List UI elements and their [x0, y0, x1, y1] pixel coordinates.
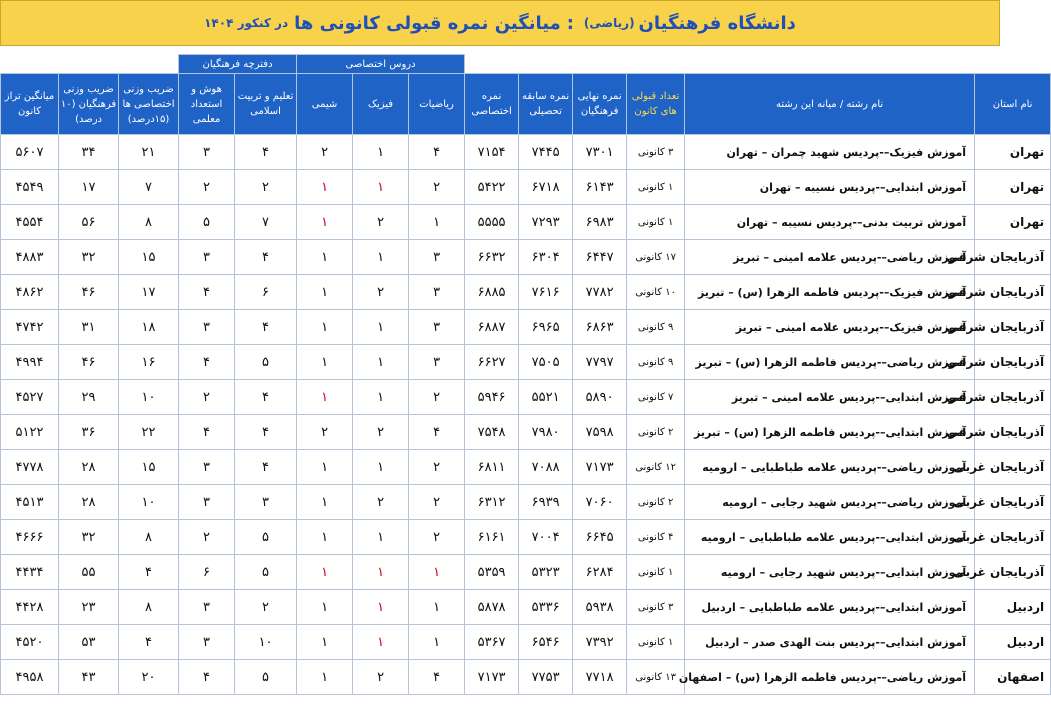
cell-physics: ۲: [353, 275, 409, 310]
cell-iq: ۵: [179, 205, 235, 240]
cell-physics: ۱: [353, 310, 409, 345]
header-math: ریاضیات: [409, 74, 465, 135]
cell-coef-special: ۴: [119, 625, 179, 660]
cell-coef-farh: ۵۵: [59, 555, 119, 590]
cell-special: ۶۱۶۱: [465, 520, 519, 555]
cell-math: ۳: [409, 310, 465, 345]
cell-physics: ۱: [353, 345, 409, 380]
table-row: [1, 520, 1051, 555]
header-group-ekhtesasi: دروس اختصاصی: [297, 55, 465, 74]
cell-chem: ۱: [297, 380, 353, 415]
cell-count: ۳ کانونی: [627, 135, 685, 170]
cell-islamic: ۴: [235, 310, 297, 345]
cell-major: آموزش ابتدایی–-پردیس فاطمه الزهرا (س) – تبریز: [685, 415, 975, 450]
cell-islamic: ۲: [235, 170, 297, 205]
cell-count: ۱ کانونی: [627, 625, 685, 660]
cell-math: ۳: [409, 345, 465, 380]
cell-final: ۷۷۱۸: [573, 660, 627, 695]
cell-special: ۶۶۳۲: [465, 240, 519, 275]
cell-islamic: ۴: [235, 450, 297, 485]
table-row: [1, 380, 1051, 415]
cell-iq: ۲: [179, 520, 235, 555]
cell-avg: ۵۶۰۷: [1, 135, 59, 170]
cell-coef-farh: ۴۳: [59, 660, 119, 695]
cell-coef-special: ۱۵: [119, 450, 179, 485]
cell-major: آموزش فیزیک–-پردیس شهید چمران – تهران: [685, 135, 975, 170]
cell-major: آموزش ریاضی–-پردیس شهید رجایی – ارومیه: [685, 485, 975, 520]
cell-islamic: ۶: [235, 275, 297, 310]
cell-history: ۷۷۵۳: [519, 660, 573, 695]
cell-major: آموزش ریاضی–-پردیس فاطمه الزهرا (س) – اصفهان: [685, 660, 975, 695]
cell-history: ۷۹۸۰: [519, 415, 573, 450]
cell-math: ۴: [409, 415, 465, 450]
cell-major: آموزش ریاضی–-پردیس علامه امینی – تبریز: [685, 240, 975, 275]
cell-major: آموزش ابتدایی–-پردیس نسیبه – تهران: [685, 170, 975, 205]
cell-coef-farh: ۳۴: [59, 135, 119, 170]
cell-history: ۵۳۲۳: [519, 555, 573, 590]
cell-chem: ۱: [297, 240, 353, 275]
cell-special: ۶۸۱۱: [465, 450, 519, 485]
cell-province: تهران: [975, 170, 1051, 205]
cell-coef-special: ۱۶: [119, 345, 179, 380]
cell-special: ۵۳۶۷: [465, 625, 519, 660]
header-islamic: تعلیم و تربیت اسلامی: [235, 74, 297, 135]
cell-chem: ۱: [297, 345, 353, 380]
cell-islamic: ۴: [235, 380, 297, 415]
cell-special: ۵۹۴۶: [465, 380, 519, 415]
header-coef-special: ضریب وزنی اختصاصی ها (۱۵درصد): [119, 74, 179, 135]
cell-province: آذربایجان شرقی: [975, 240, 1051, 275]
header-avg: میانگین تراز کانون: [1, 74, 59, 135]
table-row: [1, 660, 1051, 695]
cell-avg: ۴۷۷۸: [1, 450, 59, 485]
cell-chem: ۱: [297, 555, 353, 590]
cell-chem: ۱: [297, 450, 353, 485]
cell-final: ۷۳۰۱: [573, 135, 627, 170]
cell-major: آموزش ابتدایی–-پردیس علامه طباطبایی – ارومیه: [685, 520, 975, 555]
cell-special: ۶۳۱۲: [465, 485, 519, 520]
cell-count: ۳ کانونی: [627, 590, 685, 625]
cell-count: ۱۲ کانونی: [627, 450, 685, 485]
cell-iq: ۳: [179, 450, 235, 485]
cell-islamic: ۴: [235, 415, 297, 450]
cell-physics: ۱: [353, 135, 409, 170]
cell-coef-farh: ۲۹: [59, 380, 119, 415]
cell-chem: ۲: [297, 135, 353, 170]
cell-province: تهران: [975, 205, 1051, 240]
header-history: نمره سابقه تحصیلی: [519, 74, 573, 135]
cell-chem: ۱: [297, 310, 353, 345]
cell-count: ۷ کانونی: [627, 380, 685, 415]
cell-math: ۳: [409, 240, 465, 275]
cell-special: ۵۳۵۹: [465, 555, 519, 590]
cell-islamic: ۷: [235, 205, 297, 240]
title-separator: :: [566, 12, 574, 34]
cell-province: آذربایجان غربی: [975, 485, 1051, 520]
cell-physics: ۱: [353, 590, 409, 625]
cell-province: آذربایجان غربی: [975, 520, 1051, 555]
cell-history: ۶۵۴۶: [519, 625, 573, 660]
cell-physics: ۱: [353, 625, 409, 660]
header-chem: شیمی: [297, 74, 353, 135]
cell-special: ۷۱۵۴: [465, 135, 519, 170]
cell-chem: ۱: [297, 660, 353, 695]
cell-islamic: ۵: [235, 345, 297, 380]
cell-province: آذربایجان شرقی: [975, 345, 1051, 380]
cell-coef-farh: ۴۶: [59, 345, 119, 380]
cell-final: ۷۷۸۲: [573, 275, 627, 310]
cell-history: ۷۰۸۸: [519, 450, 573, 485]
cell-coef-special: ۱۷: [119, 275, 179, 310]
title-tail: در کنکور ۱۴۰۴: [204, 16, 289, 30]
cell-coef-farh: ۵۳: [59, 625, 119, 660]
cell-province: تهران: [975, 135, 1051, 170]
cell-coef-farh: ۲۸: [59, 485, 119, 520]
cell-physics: ۱: [353, 240, 409, 275]
cell-islamic: ۴: [235, 240, 297, 275]
cell-math: ۱: [409, 625, 465, 660]
cell-avg: ۴۸۶۲: [1, 275, 59, 310]
cell-math: ۲: [409, 170, 465, 205]
cell-history: ۷۰۰۴: [519, 520, 573, 555]
cell-iq: ۴: [179, 415, 235, 450]
cell-major: آموزش ابتدایی–-پردیس علامه امینی – تبریز: [685, 380, 975, 415]
cell-history: ۶۹۶۵: [519, 310, 573, 345]
cell-islamic: ۵: [235, 555, 297, 590]
cell-special: ۵۸۷۸: [465, 590, 519, 625]
cell-final: ۷۷۹۷: [573, 345, 627, 380]
cell-coef-special: ۴: [119, 555, 179, 590]
cell-history: ۵۳۳۶: [519, 590, 573, 625]
cell-coef-special: ۲۲: [119, 415, 179, 450]
cell-iq: ۳: [179, 590, 235, 625]
cell-coef-special: ۱۰: [119, 485, 179, 520]
table-row: [1, 170, 1051, 205]
cell-math: ۱: [409, 590, 465, 625]
cell-physics: ۱: [353, 450, 409, 485]
header-special: نمره اختصاصی: [465, 74, 519, 135]
cell-physics: ۱: [353, 380, 409, 415]
cell-special: ۶۸۸۷: [465, 310, 519, 345]
table-row: [1, 590, 1051, 625]
cell-coef-farh: ۲۸: [59, 450, 119, 485]
table-row: [1, 450, 1051, 485]
cell-special: ۶۸۸۵: [465, 275, 519, 310]
cell-math: ۳: [409, 275, 465, 310]
cell-province: آذربایجان غربی: [975, 450, 1051, 485]
cell-final: ۷۵۹۸: [573, 415, 627, 450]
cell-chem: ۱: [297, 625, 353, 660]
cell-islamic: ۲: [235, 590, 297, 625]
cell-history: ۶۹۳۹: [519, 485, 573, 520]
cell-major: آموزش ابتدایی–-پردیس شهید رجایی – ارومیه: [685, 555, 975, 590]
cell-chem: ۱: [297, 205, 353, 240]
cell-chem: ۱: [297, 170, 353, 205]
cell-coef-farh: ۳۲: [59, 520, 119, 555]
cell-avg: ۴۷۴۲: [1, 310, 59, 345]
cell-math: ۱: [409, 555, 465, 590]
cell-iq: ۴: [179, 345, 235, 380]
cell-coef-special: ۱۸: [119, 310, 179, 345]
cell-avg: ۴۹۹۴: [1, 345, 59, 380]
cell-chem: ۱: [297, 590, 353, 625]
header-physics: فیزیک: [353, 74, 409, 135]
cell-history: ۷۵۰۵: [519, 345, 573, 380]
cell-iq: ۶: [179, 555, 235, 590]
cell-count: ۱ کانونی: [627, 170, 685, 205]
cell-math: ۴: [409, 135, 465, 170]
cell-count: ۱ کانونی: [627, 555, 685, 590]
cell-coef-special: ۷: [119, 170, 179, 205]
cell-special: ۵۵۵۵: [465, 205, 519, 240]
header-count: تعداد قبولی های کانون: [627, 74, 685, 135]
cell-count: ۴ کانونی: [627, 520, 685, 555]
cell-physics: ۲: [353, 205, 409, 240]
cell-province: آذربایجان شرقی: [975, 310, 1051, 345]
cell-iq: ۳: [179, 240, 235, 275]
cell-final: ۶۶۴۵: [573, 520, 627, 555]
cell-province: اصفهان: [975, 660, 1051, 695]
cell-history: ۶۳۰۴: [519, 240, 573, 275]
header-iq: هوش و استعداد معلمی: [179, 74, 235, 135]
cell-province: آذربایجان شرقی: [975, 380, 1051, 415]
cell-final: ۶۴۴۷: [573, 240, 627, 275]
table-row: [1, 555, 1051, 590]
cell-math: ۲: [409, 450, 465, 485]
cell-major: آموزش ریاضی–-پردیس علامه طباطبایی – ارومیه: [685, 450, 975, 485]
table-row: [1, 275, 1051, 310]
cell-final: ۶۹۸۳: [573, 205, 627, 240]
cell-avg: ۴۸۸۳: [1, 240, 59, 275]
cell-coef-special: ۸: [119, 520, 179, 555]
cell-coef-farh: ۲۳: [59, 590, 119, 625]
cell-province: آذربایجان شرقی: [975, 275, 1051, 310]
cell-math: ۲: [409, 485, 465, 520]
cell-count: ۱ کانونی: [627, 205, 685, 240]
header-group-farhangian: دفترچه فرهنگیان: [179, 55, 297, 74]
cell-islamic: ۵: [235, 520, 297, 555]
header-group-row: [1, 55, 1051, 74]
cell-avg: ۴۴۳۴: [1, 555, 59, 590]
cell-major: آموزش ابتدایی–-پردیس علامه طباطبایی – اردبیل: [685, 590, 975, 625]
cell-coef-special: ۲۱: [119, 135, 179, 170]
cell-math: ۱: [409, 205, 465, 240]
cell-physics: ۲: [353, 485, 409, 520]
cell-count: ۱۷ کانونی: [627, 240, 685, 275]
results-table: [0, 54, 1051, 695]
cell-major: آموزش ابتدایی–-پردیس بنت الهدی صدر – اردبیل: [685, 625, 975, 660]
title-main: دانشگاه فرهنگیان: [638, 12, 796, 34]
cell-coef-farh: ۳۱: [59, 310, 119, 345]
cell-physics: ۱: [353, 555, 409, 590]
cell-province: آذربایجان شرقی: [975, 415, 1051, 450]
cell-math: ۴: [409, 660, 465, 695]
cell-major: آموزش تربیت بدنی–-پردیس نسیبه – تهران: [685, 205, 975, 240]
cell-special: ۵۴۲۲: [465, 170, 519, 205]
cell-chem: ۱: [297, 485, 353, 520]
header-province: نام استان: [975, 74, 1051, 135]
cell-major: آموزش فیزیک–-پردیس علامه امینی – تبریز: [685, 310, 975, 345]
cell-final: ۷۰۶۰: [573, 485, 627, 520]
cell-final: ۶۸۶۳: [573, 310, 627, 345]
cell-iq: ۳: [179, 135, 235, 170]
cell-avg: ۵۱۲۲: [1, 415, 59, 450]
cell-islamic: ۴: [235, 135, 297, 170]
cell-iq: ۴: [179, 660, 235, 695]
cell-iq: ۳: [179, 625, 235, 660]
cell-major: آموزش ریاضی–-پردیس فاطمه الزهرا (س) – تبریز: [685, 345, 975, 380]
table-row: [1, 205, 1051, 240]
cell-avg: ۴۶۶۶: [1, 520, 59, 555]
cell-coef-farh: ۱۷: [59, 170, 119, 205]
cell-coef-special: ۱۵: [119, 240, 179, 275]
table-row: [1, 135, 1051, 170]
table-row: [1, 625, 1051, 660]
cell-history: ۷۴۴۵: [519, 135, 573, 170]
cell-islamic: ۳: [235, 485, 297, 520]
cell-final: ۶۲۸۴: [573, 555, 627, 590]
cell-physics: ۱: [353, 170, 409, 205]
cell-iq: ۴: [179, 275, 235, 310]
cell-coef-farh: ۵۶: [59, 205, 119, 240]
cell-history: ۵۵۲۱: [519, 380, 573, 415]
title-sub: (ریاضی): [583, 16, 635, 30]
cell-history: ۷۲۹۳: [519, 205, 573, 240]
cell-count: ۹ کانونی: [627, 310, 685, 345]
cell-count: ۲ کانونی: [627, 415, 685, 450]
cell-physics: ۱: [353, 520, 409, 555]
cell-major: آموزش فیزیک–-پردیس فاطمه الزهرا (س) – تبریز: [685, 275, 975, 310]
cell-chem: ۱: [297, 275, 353, 310]
cell-special: ۶۶۲۷: [465, 345, 519, 380]
table-row: [1, 415, 1051, 450]
cell-coef-special: ۲۰: [119, 660, 179, 695]
cell-avg: ۴۴۲۸: [1, 590, 59, 625]
header-coef-farhangian: ضریب وزنی فرهنگیان (۱۰ درصد): [59, 74, 119, 135]
cell-chem: ۱: [297, 520, 353, 555]
cell-coef-special: ۸: [119, 590, 179, 625]
cell-math: ۲: [409, 380, 465, 415]
cell-iq: ۳: [179, 485, 235, 520]
cell-special: ۷۵۴۸: [465, 415, 519, 450]
cell-avg: ۴۵۴۹: [1, 170, 59, 205]
cell-avg: ۴۵۵۴: [1, 205, 59, 240]
cell-final: ۶۱۴۳: [573, 170, 627, 205]
header-major: نام رشته / میانه این رشته: [685, 74, 975, 135]
cell-final: ۷۳۹۲: [573, 625, 627, 660]
table-body: [1, 135, 1051, 695]
cell-coef-farh: ۴۶: [59, 275, 119, 310]
table-row: [1, 485, 1051, 520]
cell-coef-special: ۸: [119, 205, 179, 240]
cell-avg: ۴۵۱۳: [1, 485, 59, 520]
table-row: [1, 240, 1051, 275]
cell-province: اردبیل: [975, 590, 1051, 625]
cell-avg: ۴۵۲۷: [1, 380, 59, 415]
cell-coef-farh: ۳۶: [59, 415, 119, 450]
cell-math: ۲: [409, 520, 465, 555]
cell-iq: ۲: [179, 170, 235, 205]
cell-history: ۶۷۱۸: [519, 170, 573, 205]
cell-final: ۵۹۳۸: [573, 590, 627, 625]
cell-province: آذربایجان غربی: [975, 555, 1051, 590]
table-row: [1, 310, 1051, 345]
cell-iq: ۲: [179, 380, 235, 415]
cell-count: ۱۳ کانونی: [627, 660, 685, 695]
cell-history: ۷۶۱۶: [519, 275, 573, 310]
cell-chem: ۲: [297, 415, 353, 450]
cell-avg: ۴۹۵۸: [1, 660, 59, 695]
cell-count: ۱۰ کانونی: [627, 275, 685, 310]
cell-final: ۵۸۹۰: [573, 380, 627, 415]
cell-iq: ۳: [179, 310, 235, 345]
page-title: [0, 0, 1000, 46]
cell-islamic: ۵: [235, 660, 297, 695]
cell-count: ۹ کانونی: [627, 345, 685, 380]
cell-avg: ۴۵۲۰: [1, 625, 59, 660]
cell-islamic: ۱۰: [235, 625, 297, 660]
header-row: [1, 74, 1051, 135]
table-row: [1, 345, 1051, 380]
cell-province: اردبیل: [975, 625, 1051, 660]
cell-physics: ۲: [353, 660, 409, 695]
cell-physics: ۲: [353, 415, 409, 450]
cell-special: ۷۱۷۳: [465, 660, 519, 695]
title-main-2: میانگین نمره قبولی کانونی ها: [294, 12, 561, 34]
cell-coef-special: ۱۰: [119, 380, 179, 415]
cell-final: ۷۱۷۳: [573, 450, 627, 485]
header-final: نمره نهایی فرهنگیان: [573, 74, 627, 135]
cell-coef-farh: ۳۲: [59, 240, 119, 275]
cell-count: ۲ کانونی: [627, 485, 685, 520]
